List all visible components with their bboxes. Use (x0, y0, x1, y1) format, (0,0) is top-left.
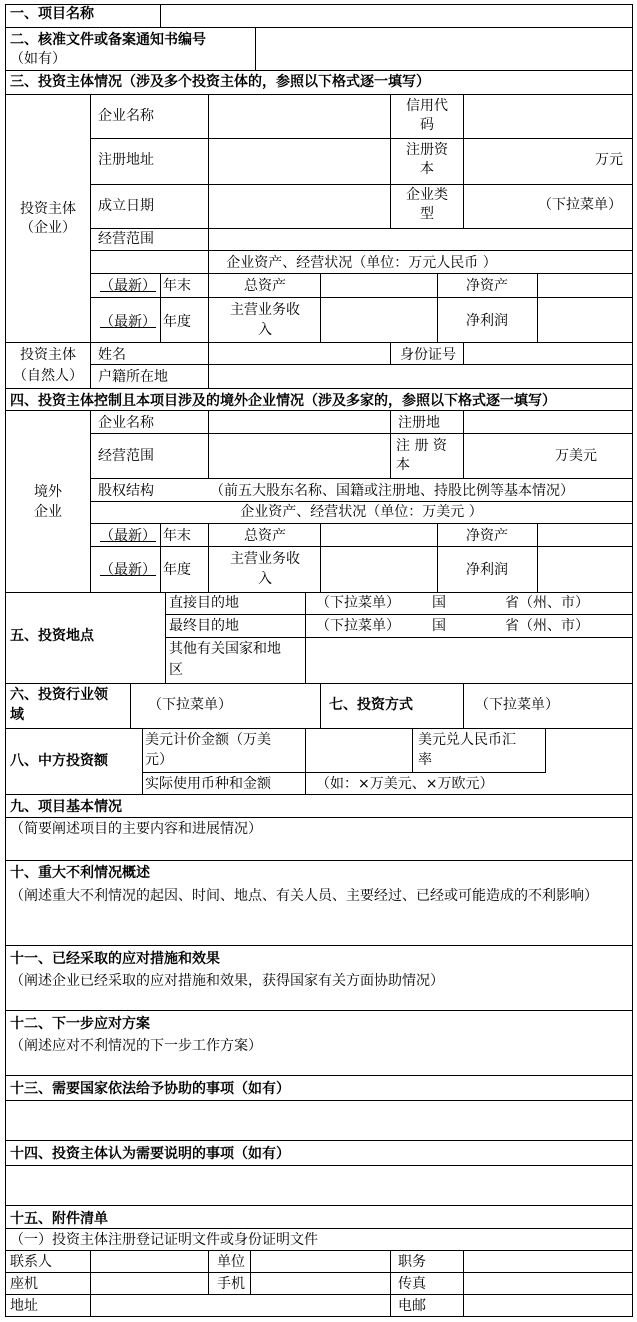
grid-line-v (320, 273, 321, 343)
usd-amount-label: 美元计价金额（万美 (145, 732, 271, 748)
email-label: 电邮 (398, 1298, 426, 1314)
grid-line-h (5, 1250, 633, 1251)
grid-line-h (5, 794, 633, 795)
final-destination-province: 省（州、市） (505, 618, 589, 634)
other-countries-label-2: 区 (169, 662, 183, 678)
grid-line-h (5, 1100, 633, 1101)
credit-code-label: 信用代 (406, 98, 448, 114)
latest-label-2: （最新） (100, 314, 156, 330)
section-8-title: 八、中方投资额 (10, 753, 108, 769)
section-9-note: （简要阐述项目的主要内容和进展情况） (10, 821, 262, 837)
overseas-revenue-label: 主营业务收 (230, 551, 300, 567)
grid-line-h (5, 1228, 633, 1229)
overseas-company-label-2: 企业 (34, 504, 62, 520)
grid-line-v (412, 728, 413, 773)
grid-line-v (390, 342, 391, 365)
overseas-capital-unit: 万美元 (555, 448, 597, 464)
year-end-label: 年末 (163, 278, 191, 294)
grid-line-h (5, 860, 633, 861)
grid-line-v (165, 592, 166, 684)
grid-line-v (463, 94, 464, 229)
grid-line-v (463, 1250, 464, 1317)
exchange-rate-label: 美元兑人民币汇 (418, 732, 516, 748)
company-type-dropdown[interactable]: （下拉菜单） (538, 197, 622, 213)
grid-line-v (160, 273, 161, 343)
grid-line-h (5, 342, 633, 343)
person-investor-label-2: （自然人） (13, 368, 83, 384)
overseas-net-profit-label: 净利润 (466, 562, 508, 578)
overseas-total-assets-label: 总资产 (244, 528, 286, 544)
mobile-label: 手机 (217, 1276, 245, 1292)
direct-destination-label: 直接目的地 (169, 595, 239, 611)
fax-label: 传真 (398, 1276, 426, 1292)
investment-mode-dropdown[interactable]: （下拉菜单） (475, 697, 559, 713)
grid-line-h (5, 1010, 633, 1011)
grid-line-h (90, 433, 633, 434)
exchange-rate-label-2: 率 (418, 752, 432, 768)
grid-line-h (90, 546, 633, 547)
grid-line-h (5, 1140, 633, 1141)
direct-destination-province: 省（州、市） (505, 595, 589, 611)
grid-line-v (537, 273, 538, 343)
grid-line-v (208, 1250, 209, 1295)
revenue-label: 主营业务收 (230, 302, 300, 318)
section-6-title: 六、投资行业领 (10, 687, 108, 703)
grid-line-h (142, 772, 546, 773)
overseas-company-label: 境外 (34, 484, 62, 500)
assets-header: 企业资产、经营状况（单位：万元人民币 ） (226, 255, 497, 271)
section-4-title: 四、投资主体控制且本项目涉及的境外企业情况（涉及多家的，参照以下格式逐一填写） (10, 393, 556, 409)
grid-line-v (632, 4, 633, 1317)
final-destination-dropdown[interactable]: （下拉菜单） (316, 618, 400, 634)
grid-line-v (320, 523, 321, 593)
grid-line-v (90, 1250, 91, 1317)
usd-amount-label-2: 元） (145, 752, 173, 768)
section-9-title: 九、项目基本情况 (10, 799, 122, 815)
grid-line-h (5, 1294, 633, 1295)
final-destination-label: 最终目的地 (169, 618, 239, 634)
industry-dropdown[interactable]: （下拉菜单） (148, 697, 232, 713)
address-label: 地址 (10, 1298, 38, 1314)
overseas-name-label: 企业名称 (98, 415, 154, 431)
founded-date-label: 成立日期 (98, 198, 154, 214)
grid-line-v (142, 728, 143, 795)
total-assets-label: 总资产 (244, 278, 286, 294)
person-investor-label: 投资主体 (20, 347, 76, 363)
section-6-title-2: 域 (10, 707, 24, 723)
grid-line-h (5, 94, 633, 95)
overseas-net-assets-label: 净资产 (466, 528, 508, 544)
business-scope-label: 经营范围 (98, 231, 154, 247)
capital-unit: 万元 (595, 152, 623, 168)
grid-line-h (5, 817, 633, 818)
grid-line-v (463, 410, 464, 479)
section-10-title: 十、重大不利情况概述 (10, 865, 150, 881)
revenue-label-2: 入 (258, 322, 272, 338)
section-2-subtitle: （如有） (10, 51, 66, 67)
grid-line-h (5, 410, 633, 411)
grid-line-v (130, 683, 131, 729)
section-7-title: 七、投资方式 (329, 697, 413, 713)
company-type-label-2: 型 (420, 206, 434, 222)
grid-line-h (165, 614, 633, 615)
grid-line-v (320, 683, 321, 729)
overseas-year-end-label: 年末 (163, 528, 191, 544)
grid-line-v (255, 27, 256, 71)
other-countries-label: 其他有关国家和地 (169, 641, 281, 657)
grid-line-h (5, 1205, 633, 1206)
company-type-label: 企业类 (406, 187, 448, 203)
direct-destination-dropdown[interactable]: （下拉菜单） (316, 595, 400, 611)
grid-line-v (208, 273, 209, 343)
grid-line-h (90, 501, 633, 502)
overseas-year-label: 年度 (163, 562, 191, 578)
registered-address-label: 注册地址 (98, 152, 154, 168)
unit-label: 单位 (217, 1254, 245, 1270)
section-14-title: 十四、投资主体认为需要说明的事项（如有） (10, 1146, 290, 1162)
grid-line-v (390, 410, 391, 479)
grid-line-h (5, 592, 633, 593)
registered-capital-label: 注册资 (406, 142, 448, 158)
grid-line-v (208, 523, 209, 593)
grid-line-h (90, 364, 633, 365)
net-assets-label: 净资产 (466, 278, 508, 294)
company-investor-label: 投资主体 (20, 201, 76, 217)
section-13-title: 十三、需要国家依法给予协助的事项（如有） (10, 1081, 290, 1097)
company-investor-label-2: （企业） (20, 220, 76, 236)
overseas-capital-label: 注 册 资 (396, 438, 447, 454)
year-label: 年度 (163, 314, 191, 330)
actual-currency-label: 实际使用币种和金额 (145, 776, 271, 792)
grid-line-h (5, 1272, 633, 1273)
grid-line-h (5, 1075, 633, 1076)
domicile-label: 户籍所在地 (98, 369, 168, 385)
equity-structure-label: 股权结构 (98, 483, 154, 499)
landline-label: 座机 (10, 1276, 38, 1292)
grid-line-h (90, 523, 633, 524)
overseas-latest-label: （最新） (100, 528, 156, 544)
section-1-title: 一、项目名称 (10, 6, 94, 22)
grid-line-h (90, 138, 633, 139)
equity-structure-note: （前五大股东名称、国籍或注册地、持股比例等基本情况） (210, 483, 574, 499)
grid-line-h (5, 945, 633, 946)
registered-capital-label-2: 本 (420, 161, 434, 177)
grid-line-v (208, 410, 209, 479)
grid-line-h (90, 228, 633, 229)
direct-destination-country: 国 (432, 595, 446, 611)
grid-line-h (90, 478, 633, 479)
credit-code-label-2: 码 (420, 117, 434, 133)
contact-person-label: 联系人 (10, 1254, 52, 1270)
section-5-title: 五、投资地点 (10, 628, 94, 644)
grid-line-v (90, 94, 91, 389)
section-15-title: 十五、附件清单 (10, 1211, 108, 1227)
grid-line-h (5, 27, 633, 28)
net-profit-label: 净利润 (466, 313, 508, 329)
grid-line-v (208, 342, 209, 389)
grid-line-v (390, 1250, 391, 1317)
grid-line-v (250, 1250, 251, 1295)
grid-line-h (90, 250, 633, 251)
overseas-reg-place-label: 注册地 (398, 415, 440, 431)
grid-line-v (463, 342, 464, 365)
overseas-scope-label: 经营范围 (98, 448, 154, 464)
section-10-note: （阐述重大不利情况的起因、时间、地点、有关人员、主要经过、已经或可能造成的不利影响） (10, 888, 598, 904)
section-11-note: （阐述企业已经采取的应对措施和效果，获得国家有关方面协助情况） (10, 973, 444, 989)
grid-line-v (305, 592, 306, 684)
id-number-label: 身份证号 (400, 347, 456, 363)
grid-line-h (165, 637, 633, 638)
grid-line-h (5, 1165, 633, 1166)
person-name-label: 姓名 (98, 347, 126, 363)
grid-line-h (5, 388, 633, 389)
attachment-item-1: （一）投资主体注册登记证明文件或身份证明文件 (10, 1232, 318, 1248)
section-12-title: 十二、下一步应对方案 (10, 1016, 150, 1032)
grid-line-h (5, 4, 633, 5)
section-12-note: （阐述应对不利情况的下一步工作方案） (10, 1038, 262, 1054)
section-11-title: 十一、已经采取的应对措施和效果 (10, 951, 220, 967)
grid-line-h (90, 297, 633, 298)
overseas-latest-label-2: （最新） (100, 562, 156, 578)
grid-line-h (5, 728, 633, 729)
grid-line-v (305, 728, 306, 795)
grid-line-h (5, 70, 633, 71)
grid-line-v (160, 523, 161, 593)
latest-label: （最新） (100, 278, 156, 294)
position-label: 职务 (398, 1254, 426, 1270)
overseas-revenue-label-2: 入 (258, 571, 272, 587)
grid-line-v (463, 683, 464, 729)
final-destination-country: 国 (432, 618, 446, 634)
company-name-label: 企业名称 (98, 108, 154, 124)
grid-line-h (5, 683, 633, 684)
overseas-capital-label-2: 本 (396, 457, 410, 473)
grid-line-h (90, 273, 633, 274)
section-2-title: 二、核准文件或备案通知书编号 (10, 32, 206, 48)
section-3-title: 三、投资主体情况（涉及多个投资主体的，参照以下格式逐一填写） (10, 74, 430, 90)
grid-line-v (545, 728, 546, 773)
grid-line-v (160, 4, 161, 28)
actual-currency-example: （如：×万美元、×万欧元） (316, 776, 494, 792)
grid-line-v (90, 410, 91, 593)
overseas-assets-header: 企业资产、经营状况（单位：万美元 ） (240, 504, 483, 520)
grid-line-v (537, 523, 538, 593)
grid-line-h (5, 1316, 633, 1317)
grid-line-h (90, 184, 633, 185)
grid-line-v (208, 94, 209, 274)
